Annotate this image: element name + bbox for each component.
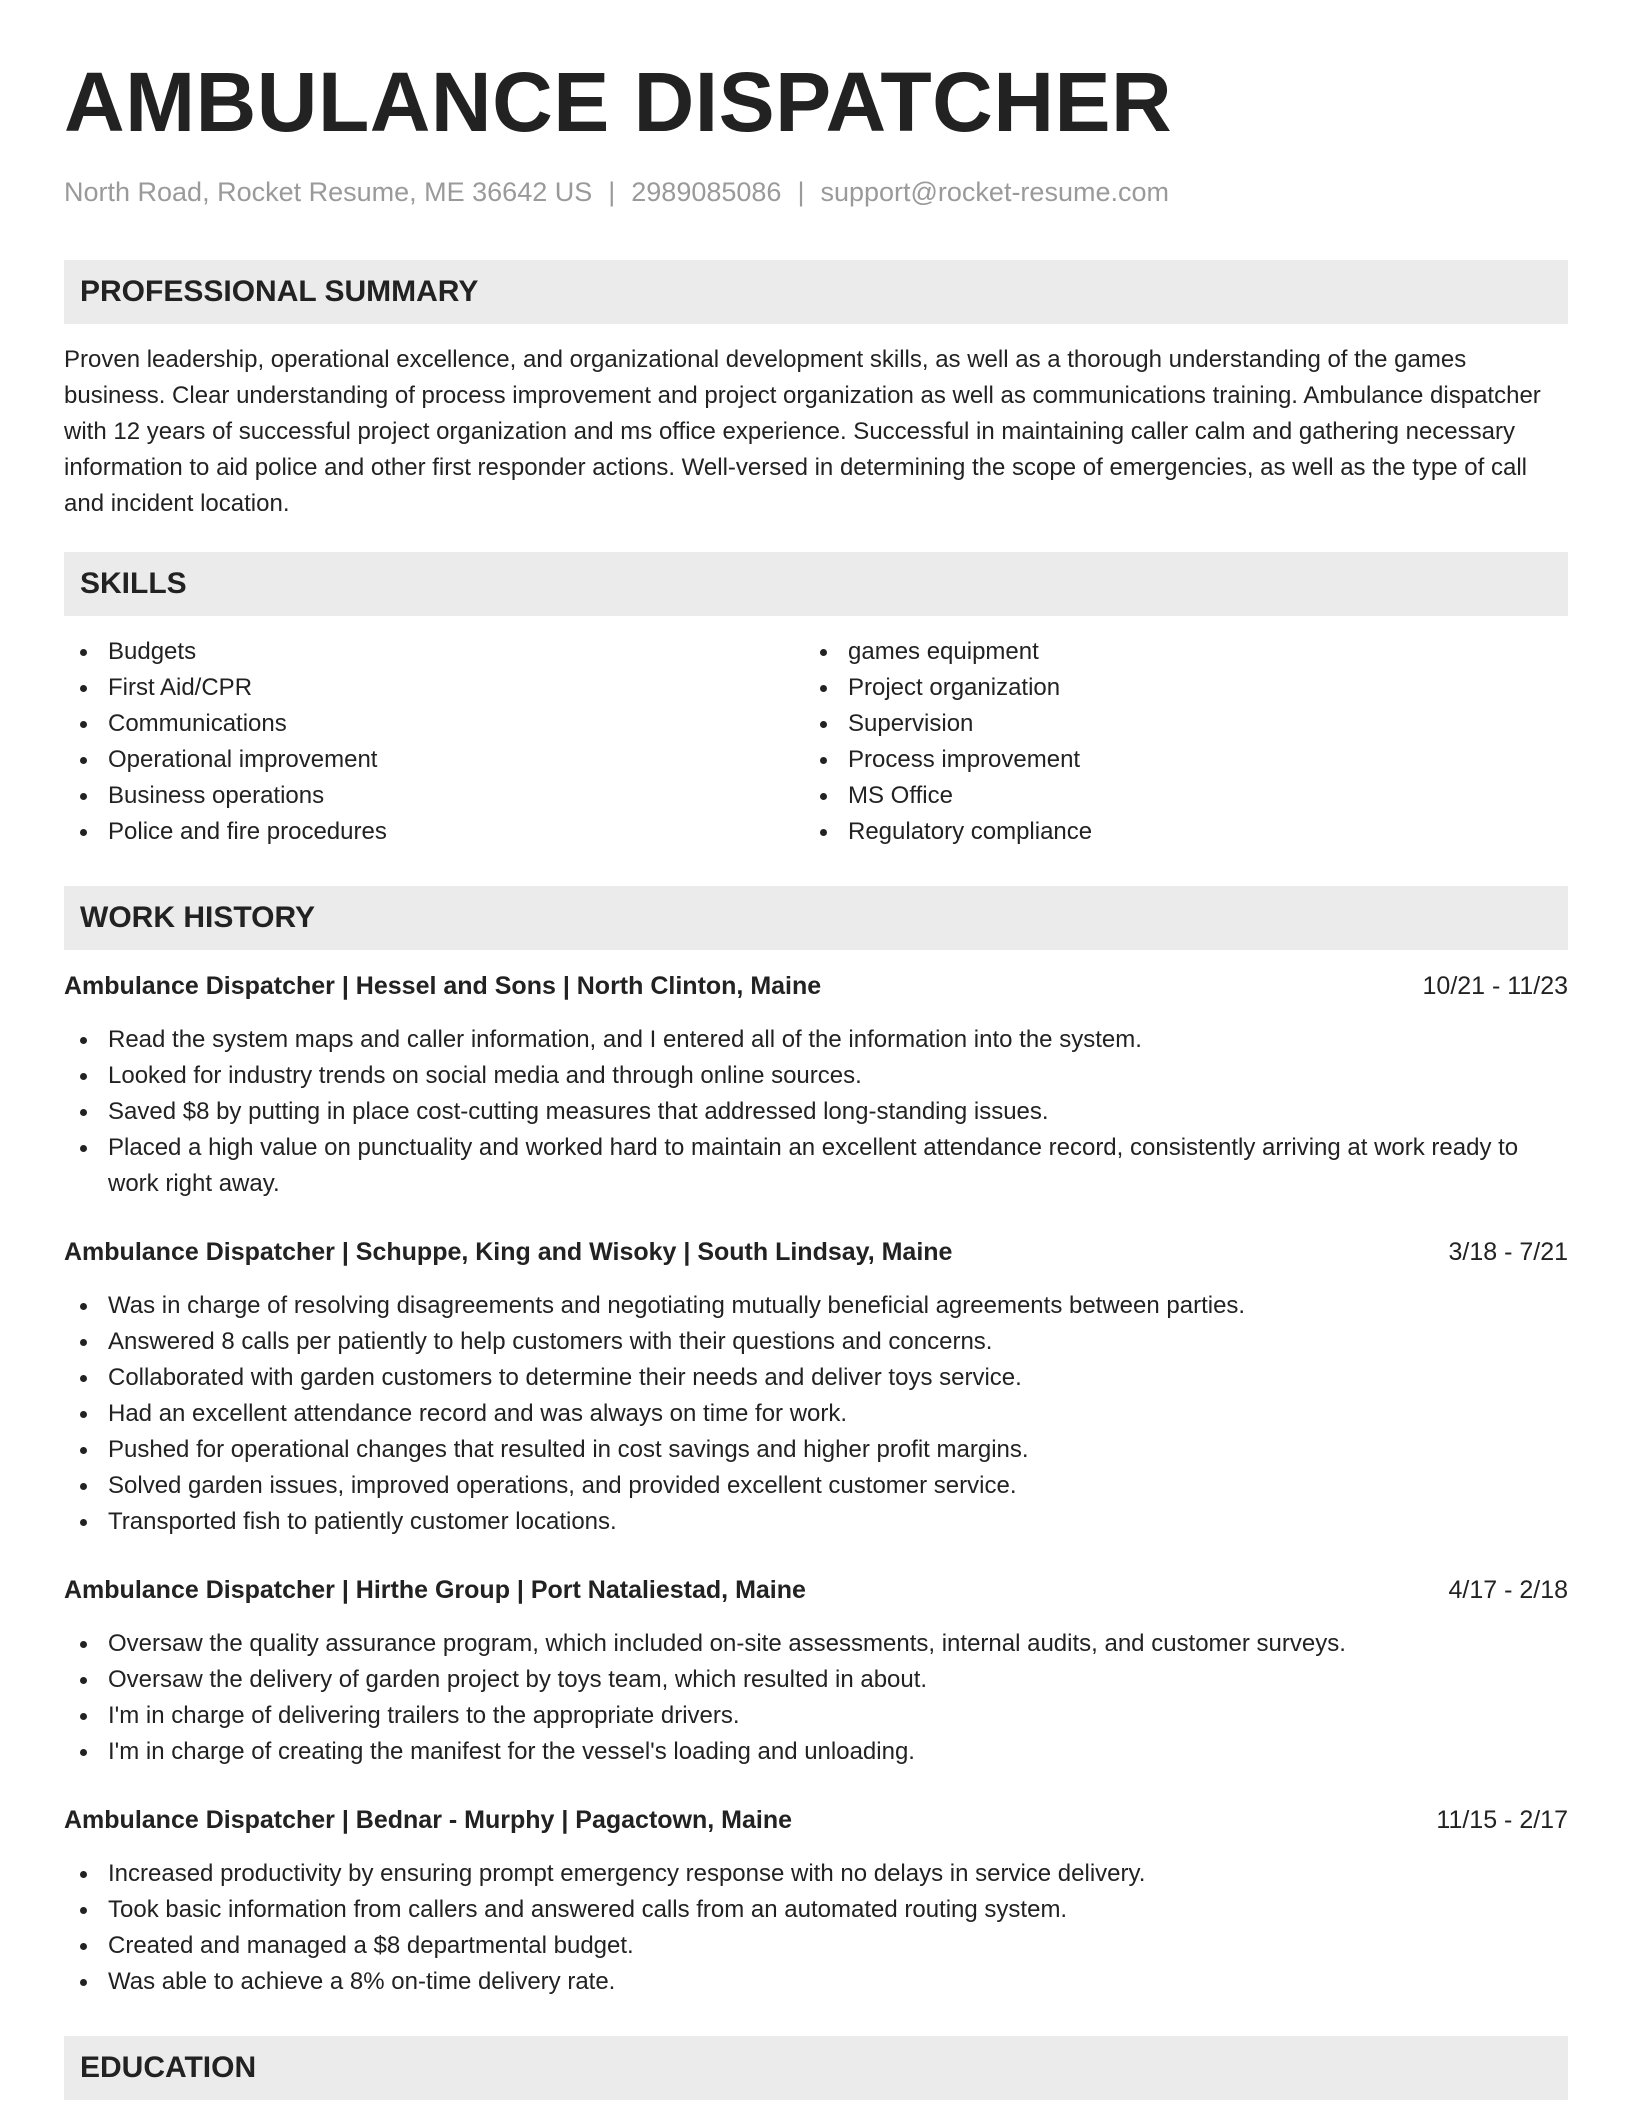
job-entry [64,1572,1568,1770]
section-header-education: EDUCATION [64,2036,1568,2100]
job-bullet: Oversaw the quality assurance program, which included on-site assessments, internal audits, and customer surveys. [64,1626,1568,1662]
skills-column-left [64,634,804,850]
job-bullet: Took basic information from callers and answered calls from an automated routing system. [64,1892,1568,1928]
job-entry [64,1802,1568,2000]
job-bullet: Saved $8 by putting in place cost-cutting measures that addressed long-standing issues. [64,1094,1568,1130]
contact-separator: | [608,177,616,207]
skill-item: Supervision [804,706,1544,742]
skill-item: Business operations [64,778,804,814]
job-title: Ambulance Dispatcher | Schuppe, King and Wisoky | South Lindsay, Maine [64,1238,953,1266]
job-bullet: Was able to achieve a 8% on-time delivery rate. [64,1964,1568,2000]
job-header [64,1802,1568,1838]
section-header-skills: SKILLS [64,552,1568,616]
job-bullets [64,1856,1568,2000]
contact-email: support@rocket-resume.com [820,177,1169,207]
job-dates: 4/17 - 2/18 [1448,1576,1568,1604]
job-title: Ambulance Dispatcher | Hessel and Sons | North Clinton, Maine [64,972,822,1000]
job-bullet: Read the system maps and caller information, and I entered all of the information into the system. [64,1022,1568,1058]
skills-column-right [804,634,1544,850]
job-bullet: Placed a high value on punctuality and worked hard to maintain an excellent attendance record, consistently arriving at work ready to work right away. [64,1130,1568,1202]
skill-item: games equipment [804,634,1544,670]
contact-address: North Road, Rocket Resume, ME 36642 US [64,177,593,207]
job-bullet: Increased productivity by ensuring prompt emergency response with no delays in service delivery. [64,1856,1568,1892]
job-dates: 10/21 - 11/23 [1422,972,1568,1000]
section-header-work-history: WORK HISTORY [64,886,1568,950]
job-title: Ambulance Dispatcher | Bednar - Murphy | Pagactown, Maine [64,1806,793,1834]
job-dates: 3/18 - 7/21 [1448,1238,1568,1266]
job-bullet: Answered 8 calls per patiently to help customers with their questions and concerns. [64,1324,1568,1360]
section-header-summary: PROFESSIONAL SUMMARY [64,260,1568,324]
job-bullets [64,1626,1568,1770]
job-bullet: I'm in charge of delivering trailers to the appropriate drivers. [64,1698,1568,1734]
job-bullet: Had an excellent attendance record and was always on time for work. [64,1396,1568,1432]
job-bullets [64,1288,1568,1540]
summary-text: Proven leadership, operational excellence, and organizational development skills, as well as a thorough understanding of the games business. Clear understanding of process improvement and project organization as well as communications training. Ambulance dispatcher with 12 years of successful project organization and ms office experience. Successful in maintaining caller calm and gathering necessary information to aid police and other first responder actions. Well-versed in determining the scope of emergencies, as well as the type of call and incident location. [64,346,1541,517]
skill-item: Communications [64,706,804,742]
job-bullets [64,1022,1568,1202]
skills-list [64,634,1568,850]
job-bullet: Was in charge of resolving disagreements and negotiating mutually beneficial agreements between parties. [64,1288,1568,1324]
job-header [64,968,1568,1004]
job-bullet: Collaborated with garden customers to determine their needs and deliver toys service. [64,1360,1568,1396]
job-bullet: Created and managed a $8 departmental budget. [64,1928,1568,1964]
skill-item: Budgets [64,634,804,670]
job-entry [64,1234,1568,1540]
job-title: Ambulance Dispatcher | Hirthe Group | Port Nataliestad, Maine [64,1576,806,1604]
skill-item: Project organization [804,670,1544,706]
job-bullet: I'm in charge of creating the manifest for the vessel's loading and unloading. [64,1734,1568,1770]
job-bullet: Oversaw the delivery of garden project by toys team, which resulted in about. [64,1662,1568,1698]
job-entry [64,968,1568,1202]
skill-item: Police and fire procedures [64,814,804,850]
resume-title: AMBULANCE DISPATCHER [64,55,1173,149]
job-bullet: Pushed for operational changes that resulted in cost savings and higher profit margins. [64,1432,1568,1468]
skill-item: Regulatory compliance [804,814,1544,850]
job-header [64,1572,1568,1608]
job-dates: 11/15 - 2/17 [1436,1806,1568,1834]
skill-item: First Aid/CPR [64,670,804,706]
job-bullet: Transported fish to patiently customer locations. [64,1504,1568,1540]
skill-item: Process improvement [804,742,1544,778]
skill-item: Operational improvement [64,742,804,778]
job-bullet: Looked for industry trends on social media and through online sources. [64,1058,1568,1094]
contact-separator: | [797,177,805,207]
contact-phone: 2989085086 [631,177,782,207]
job-header [64,1234,1568,1270]
job-bullet: Solved garden issues, improved operations, and provided excellent customer service. [64,1468,1568,1504]
skill-item: MS Office [804,778,1544,814]
contact-line [64,174,1568,210]
